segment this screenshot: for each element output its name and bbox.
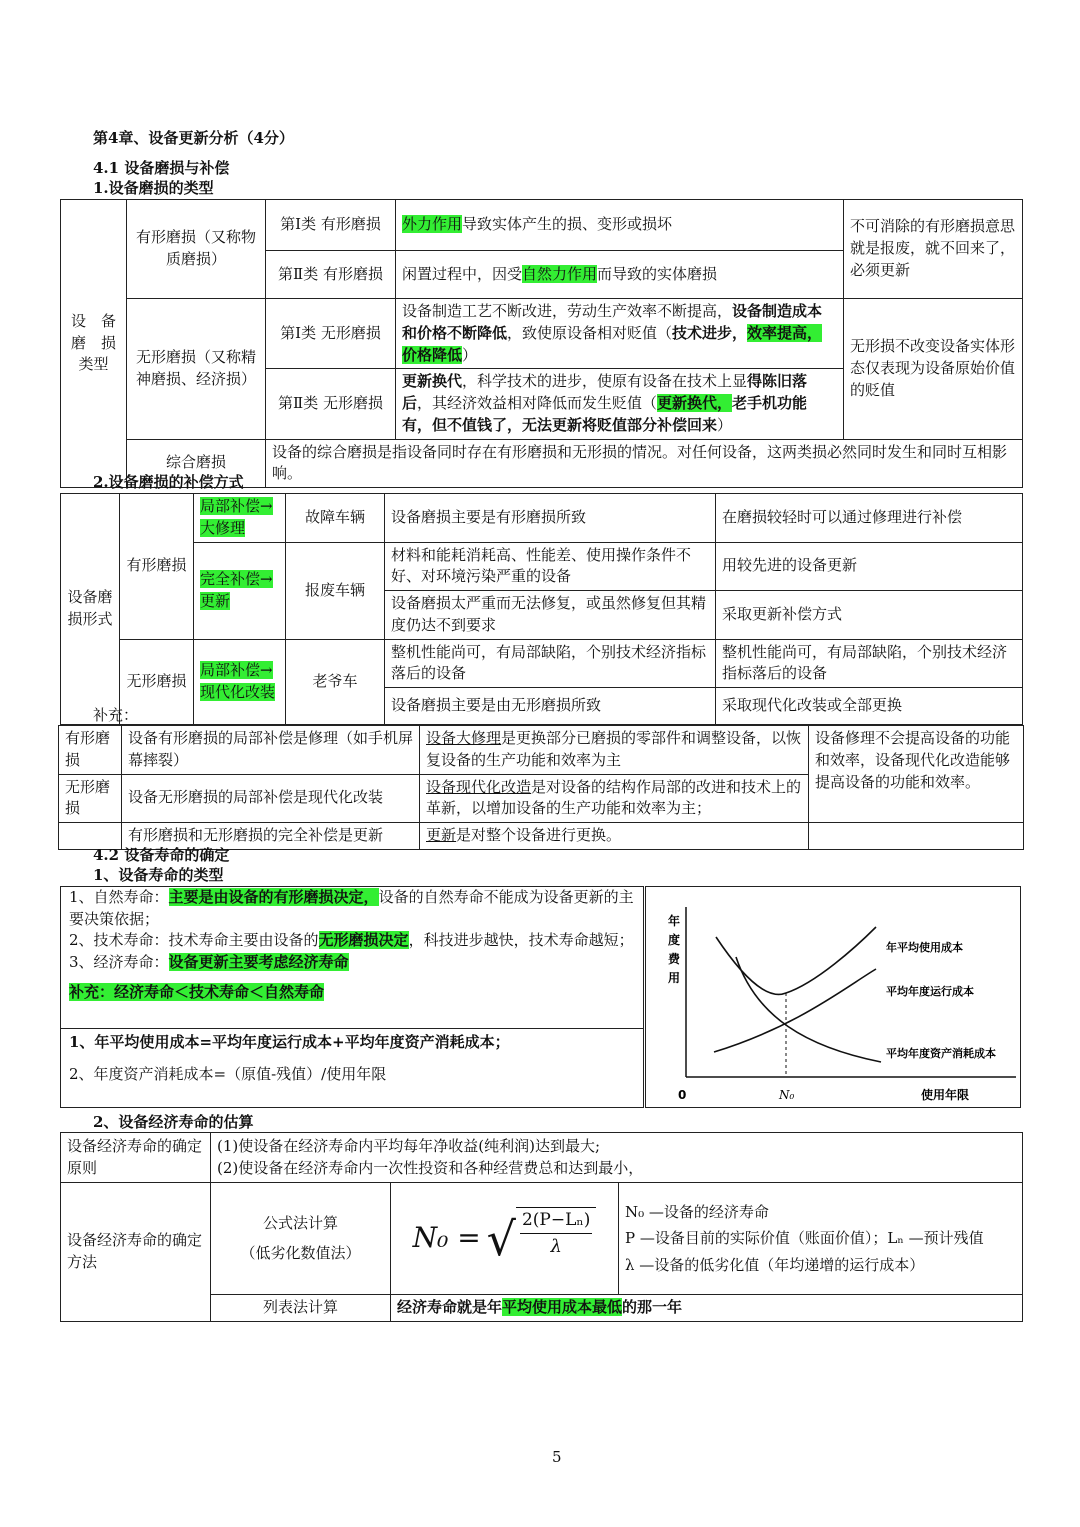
intangible-type1-desc: 设备制造工艺不断改进，劳动生产效率不断提高，设备制造成本和价格不断降低，致使原设备相对贬值（技术进步，效率提高，价格降低） <box>396 299 844 369</box>
compensation-header: 设备磨损形式 <box>61 494 120 725</box>
table-method: 列表法计算 <box>211 1295 391 1322</box>
principle-label: 设备经济寿命的确定原则 <box>61 1133 211 1183</box>
life-types-title: 1、设备寿命的类型 <box>93 866 224 884</box>
principle-desc: (1)使设备在经济寿命内平均每年净收益(纯利润)达到最大; (2)使设备在经济寿命内一次性投资和各种经营费总和达到最小， <box>211 1133 1023 1183</box>
row1-desc: 设备磨损主要是有形磨损所致 <box>385 494 716 543</box>
row5-way: 采取现代化改装或全部更换 <box>716 688 1023 725</box>
formula-numerator: 2(P−Lₙ) <box>520 1208 592 1234</box>
tangible-type2-desc: 闲置过程中，因受自然力作用而导致的实体磨损 <box>396 251 844 299</box>
intangible-category: 无形磨损（又称精神磨损、经济损） <box>127 299 266 440</box>
economic-life: 3、经济寿命：设备更新主要考虑经济寿命 <box>69 952 349 971</box>
formula-method: 公式法计算 （低劣化数值法） <box>211 1183 391 1295</box>
intangible-type2: 第Ⅱ类 无形磨损 <box>266 369 396 439</box>
formula-annual-cost: 1、年平均使用成本=平均年度运行成本+平均年度资产消耗成本； <box>69 1033 510 1051</box>
row4-way: 整机性能尚可，有局部缺陷，个别技术经济指标落后的设备 <box>716 639 1023 688</box>
life-types-box <box>60 886 644 1108</box>
supp-update-desc: 更新是对整个设备进行更换。 <box>420 823 809 850</box>
estimation-title: 2、设备经济寿命的估算 <box>93 1113 254 1131</box>
natural-life: 1、自然寿命：主要是由设备的有形磨损决定，设备的自然寿命不能成为设备更新的主要决策依据； <box>69 888 634 928</box>
supp-empty-2 <box>809 823 1024 850</box>
comp-overhaul: 局部补偿→大修理 <box>194 494 286 543</box>
intangible-type1: 第Ⅰ类 无形磨损 <box>266 299 396 369</box>
intangible-note: 无形损不改变设备实体形态仅表现为设备原始价值的贬值 <box>844 299 1023 440</box>
comp-modernize: 局部补偿→现代化改装 <box>194 639 286 725</box>
y-label-char: 年 <box>668 914 681 928</box>
chapter-title: 第4章、设备更新分析（4分） <box>93 129 294 147</box>
sqrt-icon: √ <box>486 1211 516 1266</box>
section-41-title: 4.1 设备磨损与补偿 <box>93 159 230 177</box>
series-label-2: 平均年度资产消耗成本 <box>886 1047 996 1060</box>
tangible-type1: 第Ⅰ类 有形磨损 <box>266 200 396 251</box>
cost-curve-chart <box>645 886 1021 1108</box>
supplement-table <box>58 725 1024 850</box>
origin-label: 0 <box>678 1088 687 1102</box>
row2-way: 用较先进的设备更新 <box>716 542 1023 591</box>
row1-way: 在磨损较轻时可以通过修理进行补偿 <box>716 494 1023 543</box>
table-method-desc: 经济寿命就是年平均使用成本最低的那一年 <box>391 1295 1023 1322</box>
y-label-char: 度 <box>668 933 681 947</box>
series-label-0: 年平均使用成本 <box>886 941 963 954</box>
n0-label: N₀ <box>779 1088 795 1102</box>
supp-intangible-desc: 设备无形磨损的局部补偿是现代化改装 <box>122 774 420 823</box>
row5-desc: 设备磨损主要是由无形磨损所致 <box>385 688 716 725</box>
series-operating-cost <box>714 969 876 1052</box>
technical-life: 2、技术寿命：技术寿命主要由设备的无形磨损决定，科技进步越快，技术寿命越短； <box>69 931 634 949</box>
combined-wear-desc: 设备的综合磨损是指设备同时存在有形磨损和无形损的情况。对任何设备，这两类损必然同时发生和同时互相影响。 <box>266 439 1023 488</box>
row4-desc: 整机性能尚可，有局部缺陷，个别技术经济指标落后的设备 <box>385 639 716 688</box>
formula-cell <box>391 1183 619 1295</box>
combined-wear: 综合磨损 <box>127 439 266 488</box>
y-label-char: 用 <box>668 971 681 985</box>
supp-full-comp: 有形磨损和无形磨损的完全补偿是更新 <box>122 823 420 850</box>
intangible-label: 无形磨损 <box>120 639 194 725</box>
tangible-type1-desc: 外力作用导致实体产生的损、变形或损坏 <box>396 200 844 251</box>
row3-desc: 设备磨损太严重而无法修复，或虽然修复但其精度仍达不到要求 <box>385 591 716 640</box>
series-asset-cost <box>736 957 881 1062</box>
method-label: 设备经济寿命的确定方法 <box>61 1183 211 1322</box>
page-number: 5 <box>552 1448 562 1466</box>
formula-denominator: λ <box>550 1235 562 1257</box>
row3-way: 采取更新补偿方式 <box>716 591 1023 640</box>
comp-replace: 完全补偿→更新 <box>194 542 286 639</box>
cost-curve-svg <box>646 887 1020 1107</box>
tangible-label: 有形磨损 <box>120 494 194 640</box>
intangible-type2-desc: 更新换代，科学技术的进步，使原有设备在技术上显得陈旧落后，其经济效益相对降低而发生贬值（更新换代，老手机功能有，但不值钱了，无法更新将贬值部分补偿回来） <box>396 369 844 439</box>
tangible-category: 有形磨损（又称物质磨损） <box>127 200 266 299</box>
tangible-type2: 第Ⅱ类 有形磨损 <box>266 251 396 299</box>
row2-desc: 材料和能耗消耗高、性能差、使用操作条件不好、对环境污染严重的设备 <box>385 542 716 591</box>
supp-overhaul-desc: 设备大修理是更换部分已磨损的零部件和调整设备，以恢复设备的生产功能和效率为主 <box>420 726 809 775</box>
series-label-1: 平均年度运行成本 <box>886 985 974 998</box>
life-supplement: 补充：经济寿命＜技术寿命＜自然寿命 <box>69 983 325 1001</box>
car-faulty: 故障车辆 <box>286 494 385 543</box>
formula-definitions: N₀ —设备的经济寿命 P —设备目前的实际价值（账面价值）；Lₙ —预计残值 λ —设备的低劣化值（年均递增的运行成本） <box>619 1183 1023 1295</box>
supplement-label: 补充： <box>93 706 139 724</box>
car-vintage: 老爷车 <box>286 639 385 725</box>
supp-tangible-desc: 设备有形磨损的局部补偿是修理（如手机屏幕摔裂） <box>122 726 420 775</box>
supp-modernize-desc: 设备现代化改造是对设备的结构作局部的改进和技术上的革新，以增加设备的生产功能和效率为主； <box>420 774 809 823</box>
x-axis-label: 使用年限 <box>921 1088 970 1102</box>
wear-types-header: 设 备 磨 损 类型 <box>61 200 127 488</box>
formula-lhs: N₀ = <box>412 1221 481 1255</box>
compensation-title: 2.设备磨损的补偿方式 <box>93 473 244 491</box>
car-scrapped: 报废车辆 <box>286 542 385 639</box>
supp-note: 设备修理不会提高设备的功能和效率，设备现代化改造能够提高设备的功能和效率。 <box>809 726 1024 823</box>
supp-tangible: 有形磨损 <box>59 726 122 775</box>
supp-intangible: 无形磨损 <box>59 774 122 823</box>
tangible-note: 不可消除的有形磨损意思就是报废，就不回来了，必须更新 <box>844 200 1023 299</box>
y-label-char: 费 <box>668 952 681 966</box>
section-42-title: 4.2 设备寿命的确定 <box>93 846 230 864</box>
estimation-table <box>60 1132 1023 1322</box>
compensation-table <box>60 493 1023 725</box>
wear-types-table <box>60 199 1023 488</box>
formula-asset-cost: 2、年度资产消耗成本=（原值-残值）/使用年限 <box>69 1065 387 1083</box>
wear-types-title: 1.设备磨损的类型 <box>93 179 214 197</box>
